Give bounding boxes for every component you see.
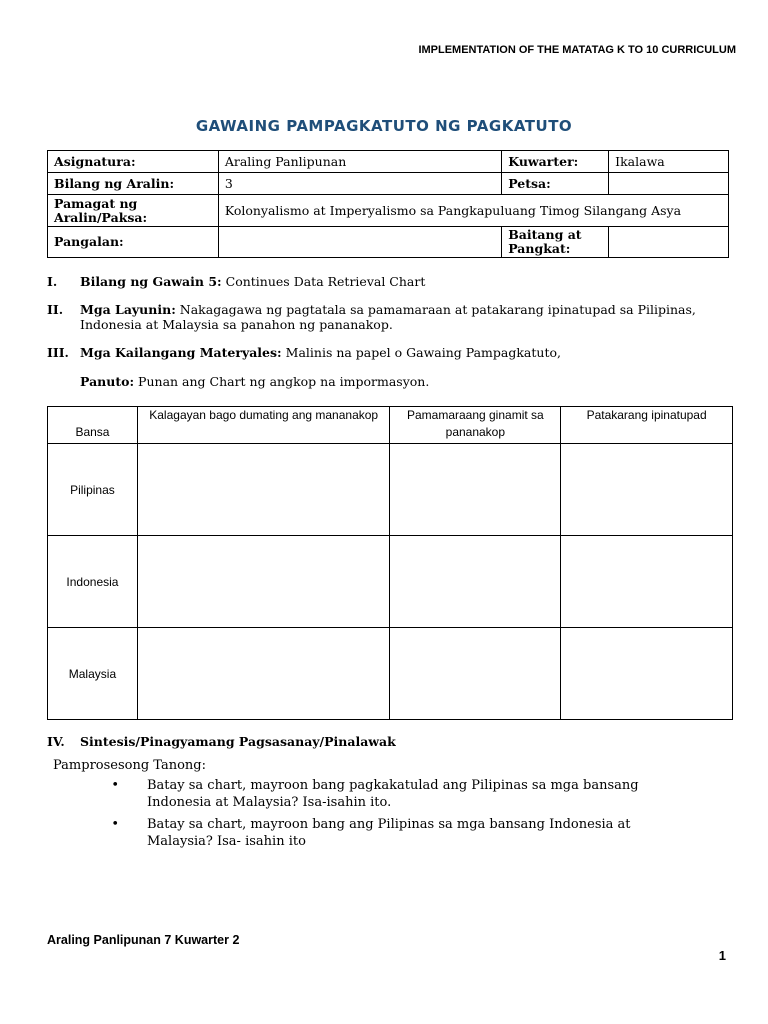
gawain-label: Bilang ng Gawain 5: xyxy=(80,274,222,289)
section-number: IV. xyxy=(47,734,65,749)
answer-cell[interactable] xyxy=(390,536,561,628)
synthesis-heading xyxy=(47,734,737,749)
answer-cell[interactable] xyxy=(561,536,733,628)
pangalan-field[interactable] xyxy=(218,227,501,258)
answer-cell[interactable] xyxy=(390,444,561,536)
layunin-text: Nakagagawa ng pagtatala sa pamamaraan at patakarang ipinatupad sa Pilipinas, Indonesia at Malaysia sa panahon ng pananakop. xyxy=(80,302,696,332)
table-row xyxy=(48,536,733,628)
question-text: Batay sa chart, mayroon bang pagkakatulad ang Pilipinas sa mga bansang Indonesia at Malaysia? Isa-isahin ito. xyxy=(147,778,639,810)
answer-cell[interactable] xyxy=(561,444,733,536)
data-retrieval-chart xyxy=(47,406,733,720)
pamagat-label: Pamagat ng Aralin/Paksa: xyxy=(48,195,219,227)
table-row xyxy=(48,444,733,536)
section-layunin xyxy=(47,302,737,332)
list-item xyxy=(47,816,737,850)
bilang-value: 3 xyxy=(218,173,501,195)
table-row xyxy=(48,628,733,720)
materyales-label: Mga Kailangang Materyales: xyxy=(80,345,282,360)
baitang-field[interactable] xyxy=(609,227,729,258)
document-title: GAWAING PAMPAGKATUTO NG PAGKATUTO xyxy=(195,117,573,135)
curriculum-header: IMPLEMENTATION OF THE MATATAG K TO 10 CURRICULUM xyxy=(418,44,736,56)
kuwarter-value: Ikalawa xyxy=(609,151,729,173)
answer-cell[interactable] xyxy=(390,628,561,720)
petsa-field[interactable] xyxy=(609,173,729,195)
section-number: III. xyxy=(47,345,69,360)
header-pamamaraan: Pamamaraang ginamit sa pananakop xyxy=(390,407,561,444)
panuto xyxy=(80,374,737,389)
footer-subject: Araling Panlipunan 7 Kuwarter 2 xyxy=(47,933,240,947)
petsa-label: Petsa: xyxy=(502,173,609,195)
bilang-label: Bilang ng Aralin: xyxy=(48,173,219,195)
asignatura-label: Asignatura: xyxy=(48,151,219,173)
list-item xyxy=(47,777,737,811)
page-number: 1 xyxy=(718,948,726,963)
header-patakaran: Patakarang ipinatupad xyxy=(561,407,733,444)
answer-cell[interactable] xyxy=(561,628,733,720)
country-indonesia: Indonesia xyxy=(48,536,138,628)
asignatura-value: Araling Panlipunan xyxy=(218,151,501,173)
synthesis-title: Sintesis/Pinagyamang Pagsasanay/Pinalawak xyxy=(80,734,396,749)
info-row-pangalan xyxy=(48,227,729,258)
instructions-sections xyxy=(47,274,737,389)
bullet-icon: • xyxy=(111,817,119,832)
bullet-icon: • xyxy=(111,778,119,793)
info-row-pamagat xyxy=(48,195,729,227)
processing-questions-label: Pamprosesong Tanong: xyxy=(53,758,206,773)
answer-cell[interactable] xyxy=(137,628,390,720)
header-bansa: Bansa xyxy=(48,407,138,444)
panuto-text: Punan ang Chart ng angkop na impormasyon. xyxy=(134,374,430,389)
section-number: I. xyxy=(47,274,58,289)
materyales-text: Malinis na papel o Gawaing Pampagkatuto, xyxy=(281,345,561,360)
section-gawain xyxy=(47,274,737,289)
info-row-asignatura xyxy=(48,151,729,173)
info-table xyxy=(47,150,729,258)
answer-cell[interactable] xyxy=(137,444,390,536)
info-row-bilang xyxy=(48,173,729,195)
header-kalagayan: Kalagayan bago dumating ang mananakop xyxy=(137,407,390,444)
question-text: Batay sa chart, mayroon bang ang Pilipinas sa mga bansang Indonesia at Malaysia? Isa- isahin ito xyxy=(147,817,631,849)
chart-header-row xyxy=(48,407,733,444)
baitang-label: Baitang at Pangkat: xyxy=(502,227,609,258)
section-materyales xyxy=(47,345,737,360)
layunin-label: Mga Layunin: xyxy=(80,302,176,317)
section-number: II. xyxy=(47,302,64,317)
country-pilipinas: Pilipinas xyxy=(48,444,138,536)
pangalan-label: Pangalan: xyxy=(48,227,219,258)
gawain-text: Continues Data Retrieval Chart xyxy=(221,274,426,289)
panuto-label: Panuto: xyxy=(80,374,135,389)
pamagat-value: Kolonyalismo at Imperyalismo sa Pangkapuluang Timog Silangang Asya xyxy=(218,195,728,227)
synthesis-section xyxy=(47,734,737,855)
answer-cell[interactable] xyxy=(137,536,390,628)
kuwarter-label: Kuwarter: xyxy=(502,151,609,173)
country-malaysia: Malaysia xyxy=(48,628,138,720)
question-list xyxy=(47,777,737,850)
